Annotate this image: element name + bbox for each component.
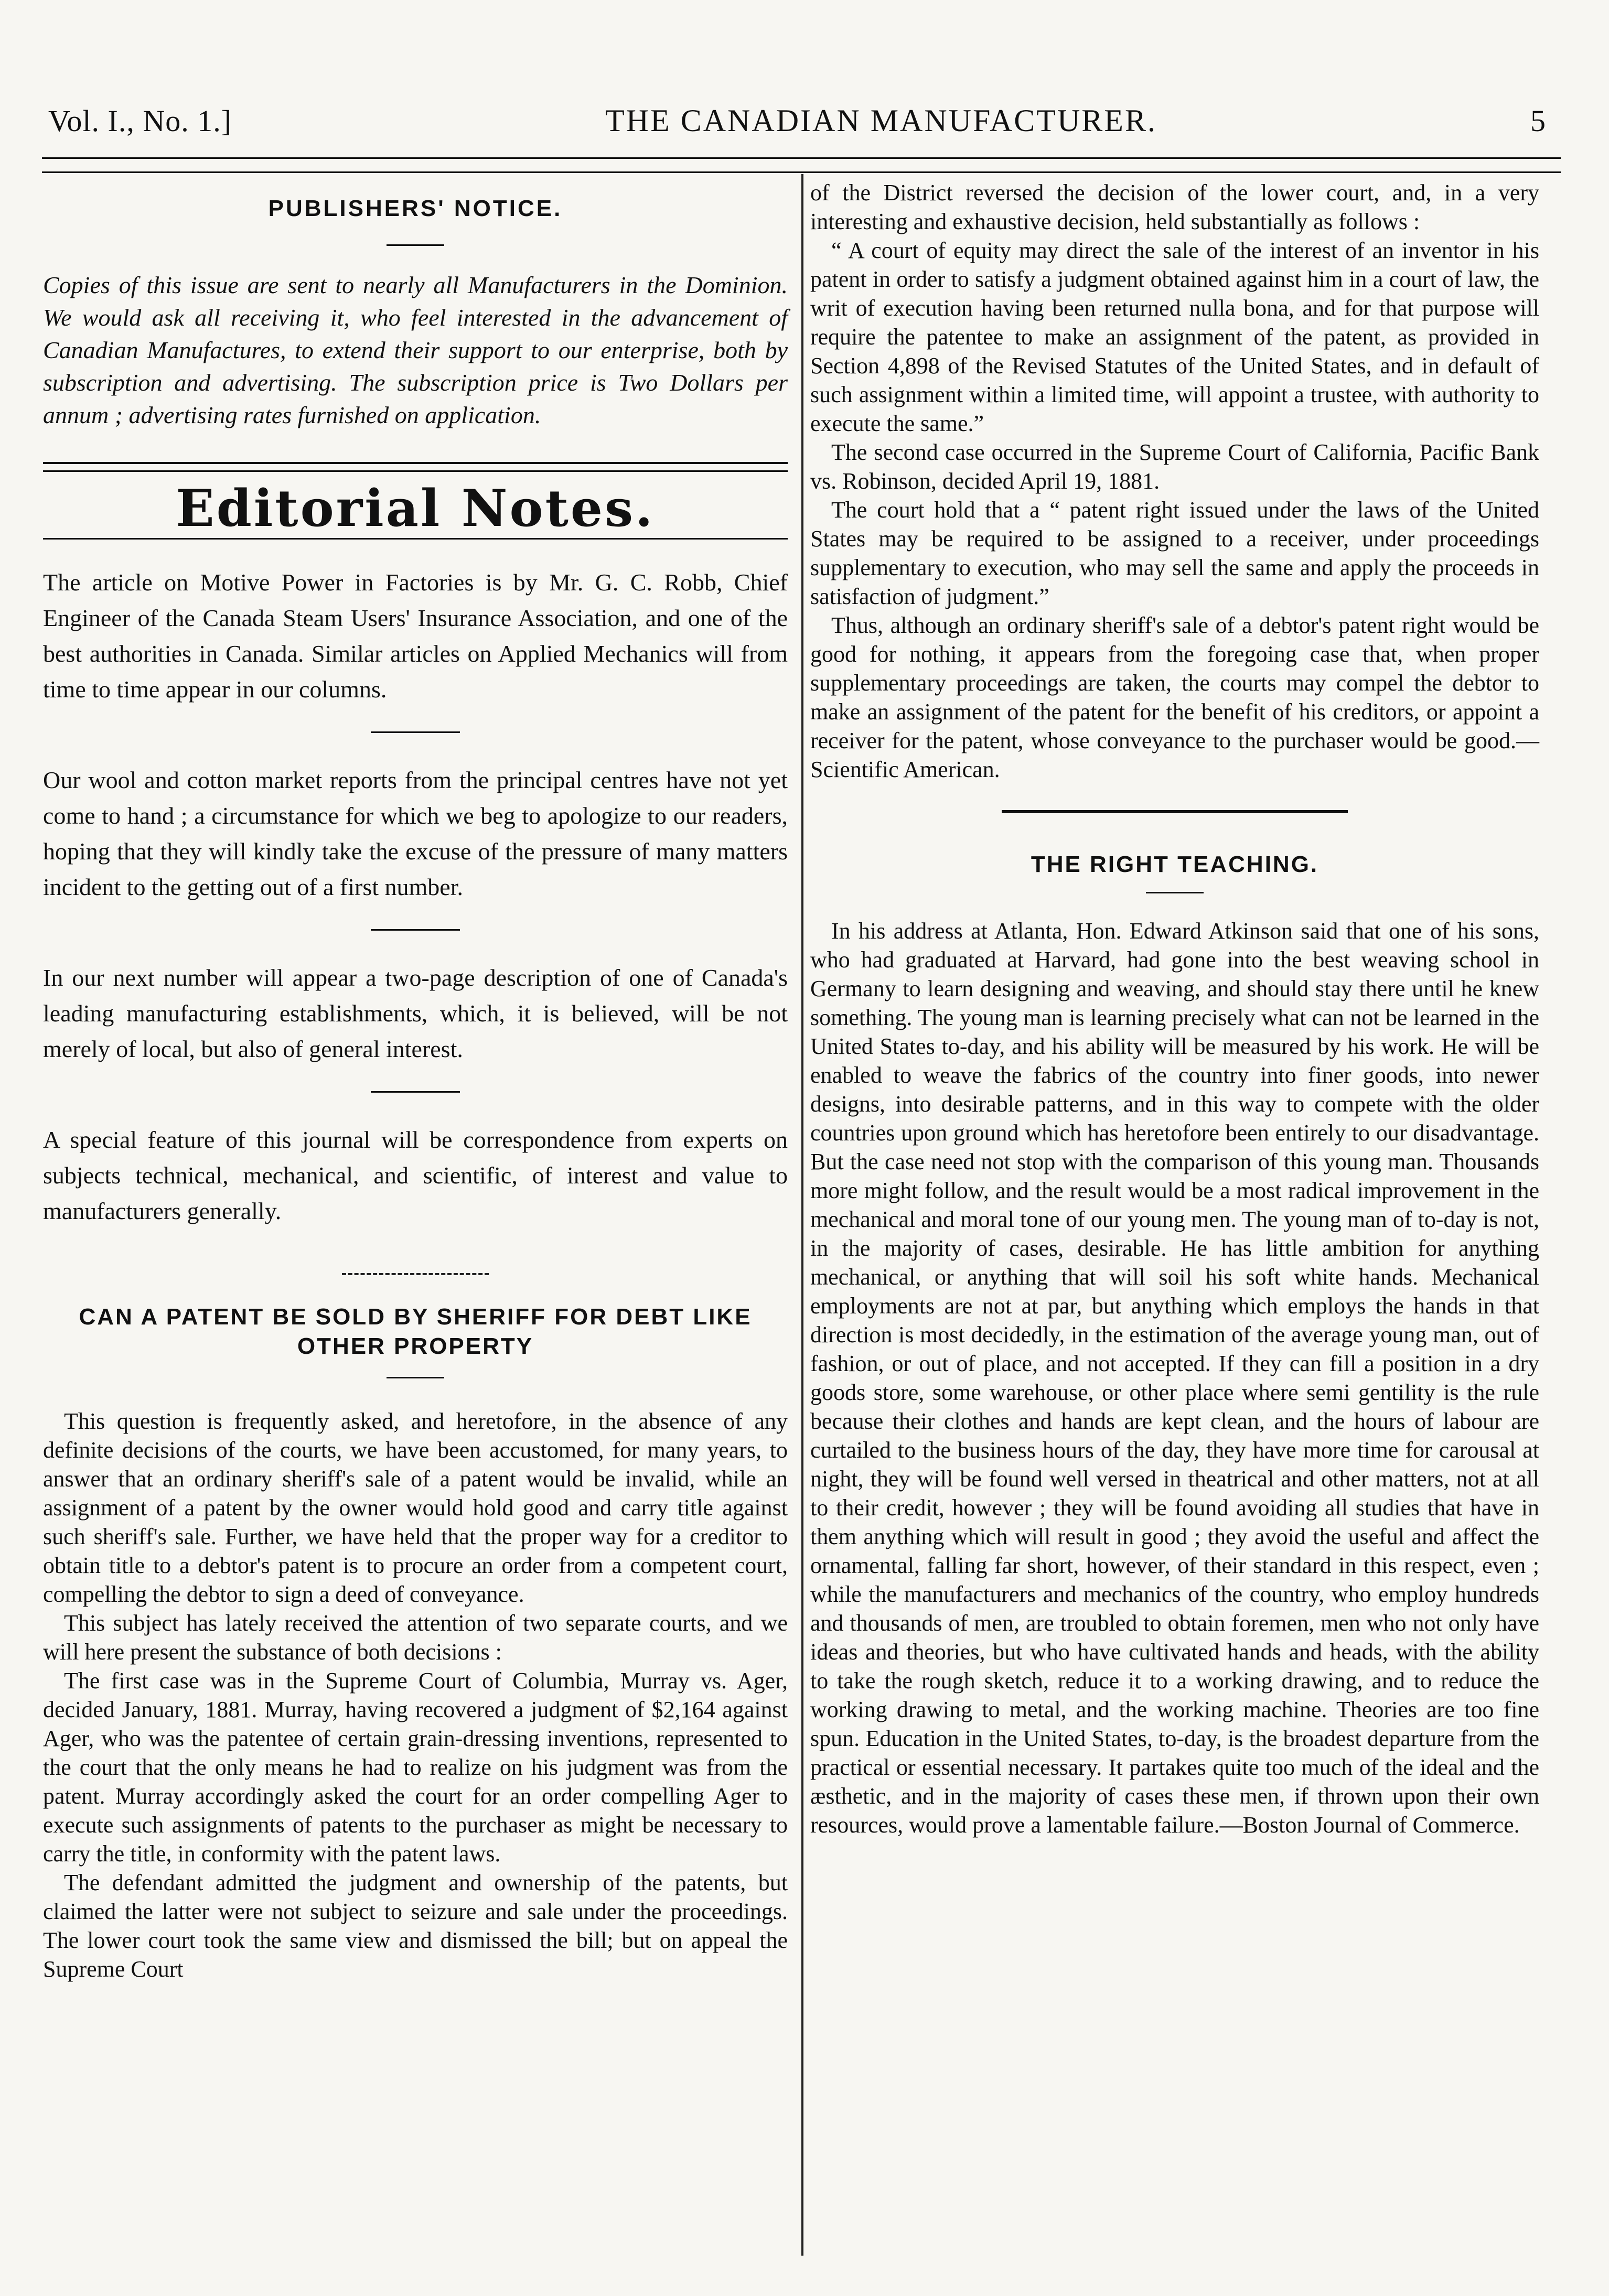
patent-article-continued	[810, 178, 1539, 784]
publication-title: THE CANADIAN MANUFACTURER.	[605, 103, 1157, 138]
paragraph-separator	[371, 929, 460, 931]
publishers-notice-text: Copies of this issue are sent to nearly all Manufacturers in the Dominion. We would ask all receiving it, who feel interested in the advancement of Canadian Manufactures, to extend their support to our enterprise, both by subscription and advertising. The subscription price is Two Dollars per annum ; advertising rates furnished on application.	[43, 272, 788, 428]
section-rule	[1146, 892, 1204, 893]
publishers-notice-body	[43, 269, 788, 432]
editorial-paragraph: The article on Motive Power in Factories is by Mr. G. C. Robb, Chief Engineer of the Canada Steam Users' Insurance Association, and one of the best authorities in Canada. Similar articles on Applied Mechanics will from time to time appear in our columns.	[43, 569, 788, 703]
article-paragraph: The second case occurred in the Supreme Court of California, Pacific Bank vs. Robinson, decided April 19, 1881.	[810, 439, 1539, 494]
article-paragraph: Thus, although an ordinary sheriff's sale of a debtor's patent right would be good for nothing, it appears from the foregoing case that, when proper supplementary proceedings are taken, the courts may compel the debtor to make an assignment of the patent for the benefit of his creditors, or appoint a receiver for the patent, whose conveyance to the purchaser would be good.—Scientific American.	[810, 612, 1539, 782]
section-dotted-rule	[342, 1273, 489, 1275]
article-paragraph: This subject has lately received the attention of two separate courts, and we will here present the substance of both decisions :	[43, 1610, 788, 1665]
editorial-notes-heading: Editorial Notes.	[176, 479, 655, 538]
right-column	[810, 178, 1539, 1839]
section-rule	[1002, 810, 1348, 813]
left-column	[43, 178, 788, 1984]
editorial-notes-body	[43, 565, 788, 1229]
right-teaching-body	[810, 917, 1539, 1839]
right-teaching-heading: THE RIGHT TEACHING.	[1031, 851, 1319, 877]
article-quote: “ A court of equity may direct the sale of the interest of an inventor in his patent in order to satisfy a judgment obtained against him in a court of law, the writ of execution having been returned nulla bona, and for that purpose will require the patentee to make an assignment of the patent, as provided in Section 4,898 of the Revised Statutes of the United States, and in default of such assignment within a limited time, will appoint a trustee, with authority to execute the same.”	[810, 238, 1539, 436]
volume-number: Vol. I., No. 1.]	[48, 104, 232, 138]
editorial-paragraph: In our next number will appear a two-page description of one of Canada's leading manufacturing establishments, which, it is believed, will be not merely of local, but also of general interest.	[43, 964, 788, 1062]
article-paragraph: of the District reversed the decision of the lower court, and, in a very interesting and exhaustive decision, held substantially as follows :	[810, 180, 1539, 234]
section-double-rule	[43, 462, 788, 472]
paragraph-separator	[371, 1091, 460, 1093]
editorial-paragraph: Our wool and cotton market reports from the principal centres have not yet come to hand ; a circumstance for which we beg to apologize to our readers, hoping that they will kindly take the excuse of the pressure of many matters incident to the getting out of a first number.	[43, 767, 788, 900]
article-paragraph: The court hold that a “ patent right issued under the laws of the United States may be required to be assigned to a receiver, under proceedings supplementary to execution, who may sell the same and apply the proceeds in satisfaction of judgment.”	[810, 497, 1539, 609]
article-paragraph: This question is frequently asked, and heretofore, in the absence of any definite decisions of the courts, we have been accustomed, for many years, to answer that an ordinary sheriff's sale of a patent would be invalid, while an assignment of a patent by the owner would hold good and carry title against such sheriff's sale. Further, we have held that the proper way for a creditor to obtain title to a debtor's patent is to procure an order from a competent court, compelling the debtor to sign a deed of conveyance.	[43, 1408, 788, 1607]
article-paragraph: The defendant admitted the judgment and ownership of the patents, but claimed the latter were not subject to seizure and sale under the proceedings. The lower court took the same view and dismissed the bill; but on appeal the Supreme Court	[43, 1870, 788, 1982]
section-rule	[43, 538, 788, 540]
page-number: 5	[1530, 104, 1546, 138]
article-paragraph: In his address at Atlanta, Hon. Edward Atkinson said that one of his sons, who had graduated at Harvard, had gone into the best weaving school in Germany to learn designing and weaving, and should stay there until he knew something. The young man is learning precisely what can not be learned in the United States to-day, and his ability will be measured by his work. He will be enabled to weave the fabrics of the country into finer goods, into newer designs, into desirable patterns, and in this way to compete with the older countries upon ground which has heretofore been entirely to our disadvantage. But the case need not stop with the comparison of this young man. Thousands more might follow, and the result would be a most radical improvement in the mechanical and moral tone of our young men. The young man of to-day is not, in the majority of cases, desirable. He has little ambition for anything mechanical, or anything that will soil his soft white hands. Mechanical employments are not at par, but anything which employs the hands in that direction is most decidedly, in the estimation of the average young man, out of fashion, or out of place, and not accepted. If they can fill a position in a dry goods store, some warehouse, or other place where semi gentility is the rule because their clothes and hands are kept clean, and the hours of labour are curtailed to the business hours of the day, they have more time for carousal at night, they will be found well versed in theatrical and other matters, not at all to their credit, however ; they will be found avoiding all studies that have in them anything which will result in good ; they avoid the useful and affect the ornamental, falling far short, however, of their standard in this respect, even ; while the manufacturers and mechanics of the country, who employ hundreds and thousands of men, are troubled to obtain foremen, men who not only have ideas and theories, but who have cultivated hands and heads, with the ability to take the rough sketch, reduce it to a working drawing, and to reduce the working drawing to metal, and the working machine. Theories are too fine spun. Education in the United States, to-day, is the broadest departure from the practical or essential necessary. It partakes quite too much of the ideal and the æsthetic, and in the majority of cases these men, if thrown upon their own resources, would prove a lamentable failure.—Boston Journal of Commerce.	[810, 918, 1539, 1838]
section-rule	[387, 1377, 444, 1378]
article-paragraph: The first case was in the Supreme Court of Columbia, Murray vs. Ager, decided January, 1881. Murray, having recovered a judgment of $2,164 against Ager, who was the patentee of certain grain-dressing inventions, represented to the court that the only means he had to realize on his judgment was from the patent. Murray accordingly asked the court for an order compelling Ager to execute such assignments of patents to the purchaser as might be necessary to carry the title, in conformity with the patent laws.	[43, 1668, 788, 1867]
header-double-rule	[42, 157, 1561, 173]
paragraph-separator	[371, 731, 460, 733]
section-rule	[387, 244, 444, 246]
patent-article-body	[43, 1407, 788, 1984]
column-divider	[801, 174, 803, 2256]
publishers-notice-heading: PUBLISHERS' NOTICE.	[268, 196, 563, 221]
patent-article-heading: CAN A PATENT BE SOLD BY SHERIFF FOR DEBT LIKE OTHER PROPERTY	[79, 1304, 752, 1359]
editorial-paragraph: A special feature of this journal will be correspondence from experts on subjects technical, mechanical, and scientific, of interest and value to manufacturers generally.	[43, 1126, 788, 1224]
running-head	[48, 103, 1546, 145]
